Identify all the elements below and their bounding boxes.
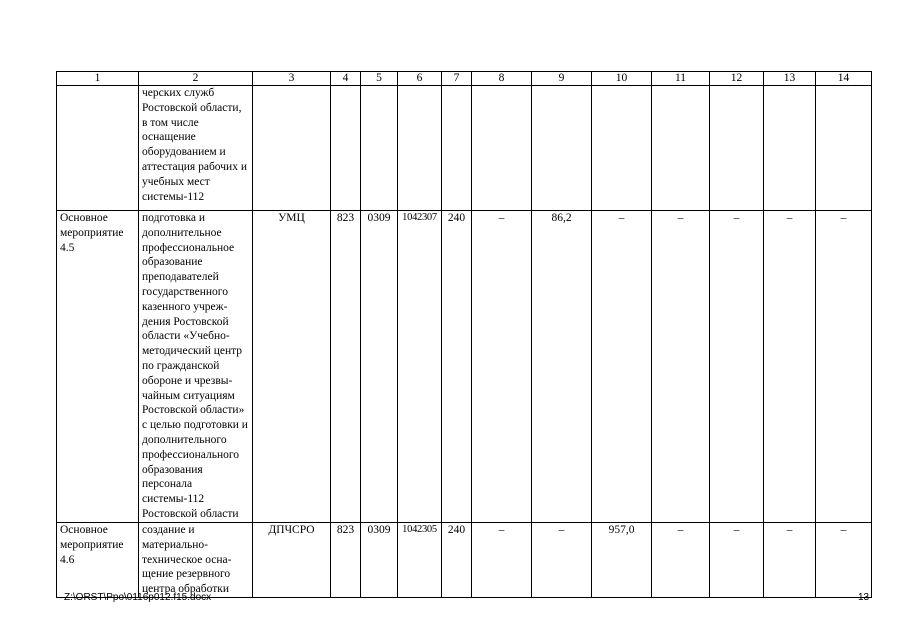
executor-cell: ДПЧСРО bbox=[253, 523, 331, 598]
executor-cell: УМЦ bbox=[253, 211, 331, 523]
value-cell: – bbox=[816, 211, 872, 523]
value-cell bbox=[592, 86, 652, 211]
table-row bbox=[57, 211, 872, 523]
measure-cell: Основное мероприятие 4.6 bbox=[57, 523, 139, 598]
value-cell bbox=[764, 86, 816, 211]
value-cell: – bbox=[652, 523, 710, 598]
header-cell: 8 bbox=[472, 72, 532, 86]
measure-cell: Основное мероприятие 4.5 bbox=[57, 211, 139, 523]
value-cell: 957,0 bbox=[592, 523, 652, 598]
header-cell: 1 bbox=[57, 72, 139, 86]
value-cell bbox=[710, 86, 764, 211]
executor-cell bbox=[253, 86, 331, 211]
header-cell: 5 bbox=[361, 72, 398, 86]
table-row bbox=[57, 523, 872, 598]
value-cell: – bbox=[472, 523, 532, 598]
code-cell bbox=[331, 86, 361, 211]
value-cell: – bbox=[652, 211, 710, 523]
value-cell: – bbox=[764, 211, 816, 523]
code-cell: 1042307 bbox=[398, 211, 442, 523]
code-cell bbox=[361, 86, 398, 211]
value-cell: – bbox=[592, 211, 652, 523]
header-cell: 12 bbox=[710, 72, 764, 86]
value-cell: – bbox=[472, 211, 532, 523]
code-cell: 1042305 bbox=[398, 523, 442, 598]
code-cell bbox=[442, 86, 472, 211]
code-cell: 823 bbox=[331, 211, 361, 523]
table-row bbox=[57, 86, 872, 211]
description-cell: создание и материально-техническое осна-щение резервного центра обработки bbox=[139, 523, 253, 598]
budget-table bbox=[56, 71, 872, 598]
header-cell: 2 bbox=[139, 72, 253, 86]
value-cell bbox=[532, 86, 592, 211]
value-cell bbox=[472, 86, 532, 211]
value-cell bbox=[816, 86, 872, 211]
value-cell: – bbox=[816, 523, 872, 598]
header-row bbox=[57, 72, 872, 86]
value-cell: – bbox=[764, 523, 816, 598]
footer-file-path: Z:\ORST\Ppo\0116p012.f15.docx bbox=[64, 592, 212, 603]
value-cell bbox=[652, 86, 710, 211]
header-cell: 11 bbox=[652, 72, 710, 86]
header-cell: 6 bbox=[398, 72, 442, 86]
page-number: 13 bbox=[858, 592, 870, 603]
value-cell: – bbox=[710, 523, 764, 598]
code-cell: 0309 bbox=[361, 211, 398, 523]
header-cell: 13 bbox=[764, 72, 816, 86]
header-cell: 9 bbox=[532, 72, 592, 86]
measure-cell bbox=[57, 86, 139, 211]
description-cell: черских служб Ростовской области, в том числе оснащение оборудованием и аттестация рабочих и учебных мест системы-112 bbox=[139, 86, 253, 211]
header-cell: 10 bbox=[592, 72, 652, 86]
header-cell: 14 bbox=[816, 72, 872, 86]
value-cell: – bbox=[710, 211, 764, 523]
code-cell: 240 bbox=[442, 523, 472, 598]
header-cell: 3 bbox=[253, 72, 331, 86]
header-cell: 7 bbox=[442, 72, 472, 86]
description-cell: подготовка и дополнительное профессиональное образование преподавателей государственного казенного учреж-дения Ростовской области «Учебно-методический центр по гражданской обороне и чрезвы-чайным ситуациям Ростовской области» с целью подготовки и дополнительного профессионального образования персонала системы-112 Ростовской области bbox=[139, 211, 253, 523]
header-cell: 4 bbox=[331, 72, 361, 86]
value-cell: 86,2 bbox=[532, 211, 592, 523]
value-cell: – bbox=[532, 523, 592, 598]
code-cell: 0309 bbox=[361, 523, 398, 598]
code-cell bbox=[398, 86, 442, 211]
code-cell: 823 bbox=[331, 523, 361, 598]
code-cell: 240 bbox=[442, 211, 472, 523]
